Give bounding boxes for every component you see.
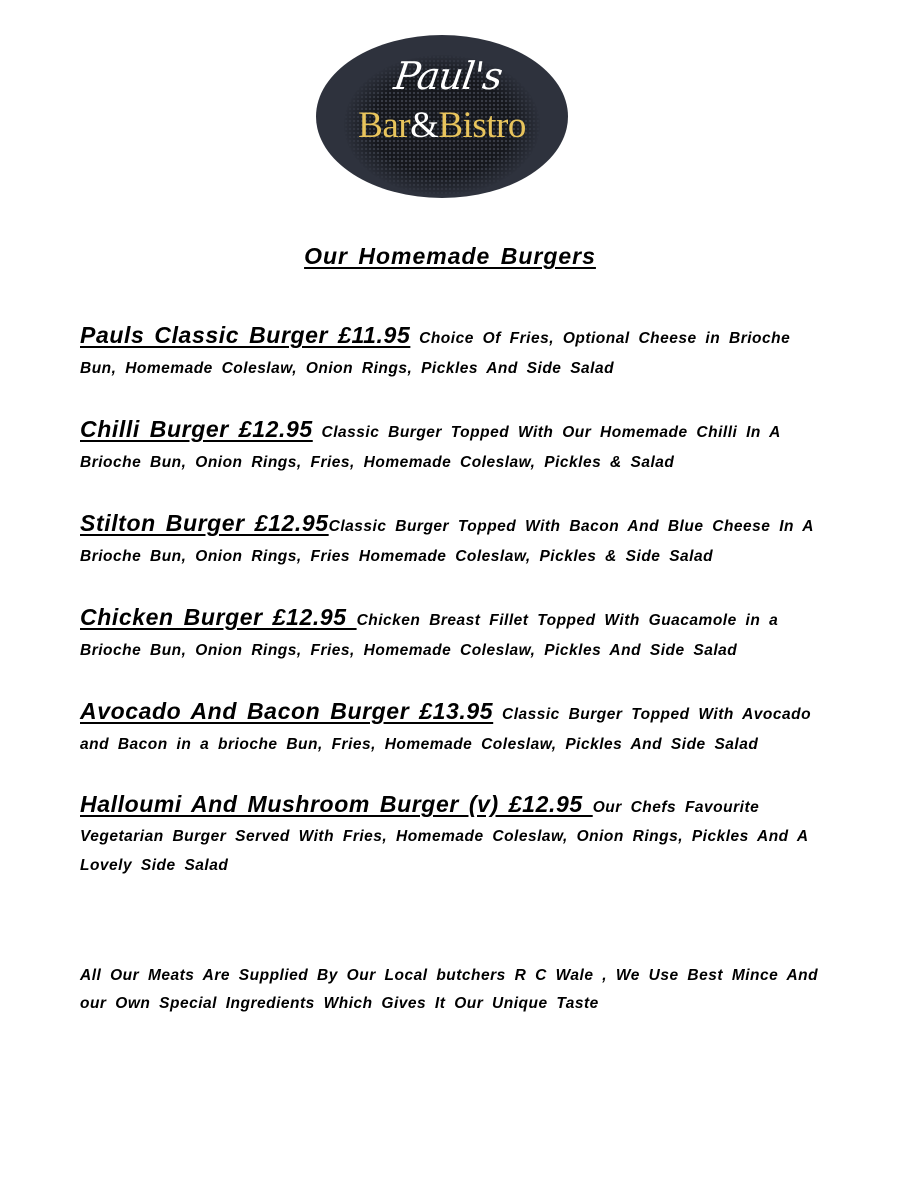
menu-item-classic-burger xyxy=(80,320,825,384)
menu-footer-note: All Our Meats Are Supplied By Our Local butchers R C Wale , We Use Best Mince And our Own Special Ingredients Which Gives It Our Unique Taste xyxy=(80,967,819,1012)
menu-item-name: Chicken Burger £12.95 xyxy=(80,604,357,630)
menu-item-name: Pauls Classic Burger £11.95 xyxy=(80,322,411,348)
logo-name-bistro: Bistro xyxy=(438,105,526,146)
menu-item-description: Classic Burger Topped With Our Homemade Chilli In A Brioche Bun, Onion Rings, Fries, Homemade Coleslaw, Pickles & Salad xyxy=(80,424,781,471)
menu-item-chicken-burger xyxy=(80,602,825,666)
menu-item-stilton-burger xyxy=(80,508,825,572)
menu-item-name: Avocado And Bacon Burger £13.95 xyxy=(80,698,494,724)
menu-item-description: Chicken Breast Fillet Topped With Guacamole in a Brioche Bun, Onion Rings, Fries, Homemade Coleslaw, Pickles And Side Salad xyxy=(80,612,779,659)
menu-item-description: Our Chefs Favourite Vegetarian Burger Served With Fries, Homemade Coleslaw, Onion Rings, Pickles And A Lovely Side Salad xyxy=(80,799,808,874)
menu-item-description: Classic Burger Topped With Avocado and Bacon in a brioche Bun, Fries, Homemade Coleslaw, Pickles And Side Salad xyxy=(80,706,812,753)
menu-item-name: Chilli Burger £12.95 xyxy=(80,416,313,442)
menu-title-container xyxy=(0,243,900,270)
logo-ampersand: & xyxy=(410,105,439,146)
logo xyxy=(316,35,568,198)
menu-item-avocado-bacon-burger xyxy=(80,696,825,760)
menu-item-chilli-burger xyxy=(80,414,825,478)
menu-item-name: Halloumi And Mushroom Burger (v) £12.95 xyxy=(80,791,593,817)
logo-name-bar: Bar xyxy=(358,105,411,146)
menu-item-name: Stilton Burger £12.95 xyxy=(80,510,329,536)
logo-name xyxy=(316,107,568,144)
menu-title: Our Homemade Burgers xyxy=(304,243,596,269)
logo-script-text: Paul's xyxy=(391,54,505,98)
menu-item-description: Classic Burger Topped With Bacon And Blue Cheese In A Brioche Bun, Onion Rings, Fries Homemade Coleslaw, Pickles & Side Salad xyxy=(80,518,814,565)
menu-item-description: Choice Of Fries, Optional Cheese in Brioche Bun, Homemade Coleslaw, Onion Rings, Pickles And Side Salad xyxy=(80,330,791,377)
menu-item-halloumi-burger xyxy=(80,790,825,880)
